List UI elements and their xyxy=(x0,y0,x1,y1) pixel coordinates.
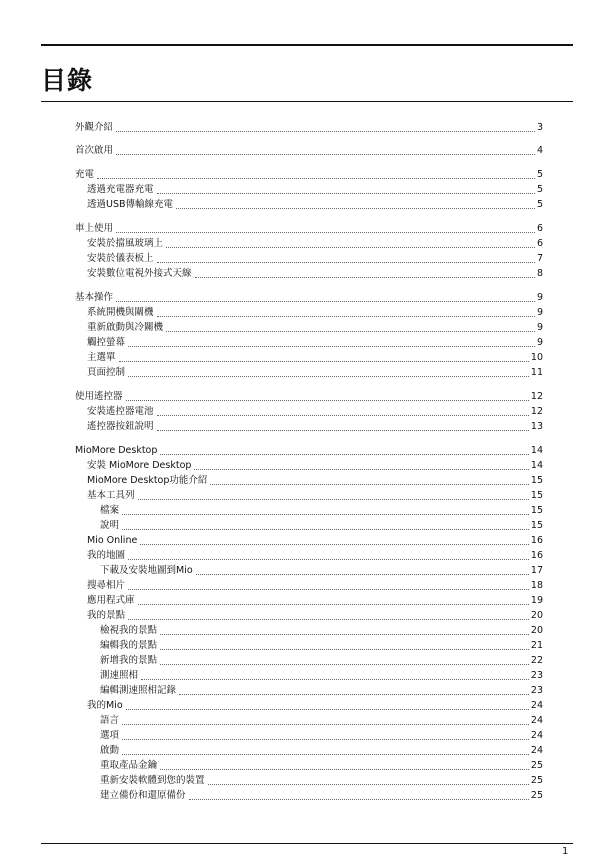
toc-entry-title: 我的Mio xyxy=(87,700,123,711)
toc-dot-leader xyxy=(128,619,529,620)
toc-entry-title: 安裝於擋風玻璃上 xyxy=(87,238,164,249)
toc-entry[interactable] xyxy=(75,321,543,335)
toc-entry[interactable] xyxy=(75,714,543,728)
toc-entry-title: 頁面控制 xyxy=(87,367,126,378)
toc-entry-title: 我的景點 xyxy=(87,610,126,621)
toc-entry-page: 25 xyxy=(530,760,543,771)
toc-entry-page: 5 xyxy=(536,184,543,195)
toc-entry[interactable] xyxy=(75,351,543,365)
toc-entry-page: 7 xyxy=(536,253,543,264)
toc-dot-leader xyxy=(128,589,529,590)
toc-dot-leader xyxy=(116,232,535,233)
toc-entry-title: 重新安裝軟體到您的裝置 xyxy=(100,775,205,786)
toc-dot-leader xyxy=(119,361,529,362)
toc-dot-leader xyxy=(160,634,529,635)
toc-entry-page: 20 xyxy=(530,610,543,621)
toc-entry-title: 車上使用 xyxy=(75,223,114,234)
toc-entry-title: 透過USB傳輸線充電 xyxy=(87,199,174,210)
toc-entry-title: 安裝於儀表板上 xyxy=(87,253,154,264)
toc-entry-title: 基本操作 xyxy=(75,292,114,303)
toc-dot-leader xyxy=(138,604,529,605)
toc-dot-leader xyxy=(128,559,529,560)
title-rule xyxy=(41,101,573,102)
toc-entry[interactable] xyxy=(75,504,543,518)
toc-dot-leader xyxy=(179,694,529,695)
toc-entry[interactable] xyxy=(75,534,543,548)
toc-entry-title: 重取產品金鑰 xyxy=(100,760,158,771)
toc-entry[interactable] xyxy=(75,222,543,236)
toc-dot-leader xyxy=(157,415,529,416)
toc-entry-title: 基本工具列 xyxy=(87,490,135,501)
toc-entry-page: 24 xyxy=(530,745,543,756)
toc-entry[interactable] xyxy=(75,444,543,458)
toc-entry[interactable] xyxy=(75,366,543,380)
toc-entry-page: 13 xyxy=(530,421,543,432)
toc-dot-leader xyxy=(196,574,529,575)
toc-entry-title: 透過充電器充電 xyxy=(87,184,154,195)
toc-entry[interactable] xyxy=(75,624,543,638)
toc-entry-page: 9 xyxy=(536,337,543,348)
toc-entry-title: 觸控螢幕 xyxy=(87,337,126,348)
toc-entry[interactable] xyxy=(75,609,543,623)
toc-dot-leader xyxy=(122,514,529,515)
toc-dot-leader xyxy=(160,649,529,650)
toc-entry[interactable] xyxy=(75,405,543,419)
toc-entry[interactable] xyxy=(75,549,543,563)
toc-entry[interactable] xyxy=(75,168,543,182)
toc-entry[interactable] xyxy=(75,267,543,281)
toc-entry-page: 16 xyxy=(530,550,543,561)
toc-entry-page: 20 xyxy=(530,625,543,636)
toc-dot-leader xyxy=(176,208,535,209)
toc-entry[interactable] xyxy=(75,252,543,266)
toc-entry-page: 14 xyxy=(530,445,543,456)
toc-dot-leader xyxy=(166,247,535,248)
toc-dot-leader xyxy=(160,454,529,455)
toc-dot-leader xyxy=(160,664,529,665)
toc-entry-title: 建立備份和還原備份 xyxy=(100,790,186,801)
toc-entry[interactable] xyxy=(75,789,543,803)
toc-entry-title: 安裝遙控器電池 xyxy=(87,406,154,417)
toc-entry[interactable] xyxy=(75,306,543,320)
top-rule xyxy=(41,44,573,46)
toc-entry-page: 8 xyxy=(536,268,543,279)
toc-entry-page: 5 xyxy=(536,199,543,210)
toc-dot-leader xyxy=(166,331,535,332)
toc-dot-leader xyxy=(157,262,535,263)
toc-entry-title: 測速照相 xyxy=(100,670,139,681)
toc-entry-page: 15 xyxy=(530,490,543,501)
toc-entry-page: 9 xyxy=(536,322,543,333)
toc-entry-page: 15 xyxy=(530,505,543,516)
toc-dot-leader xyxy=(157,430,529,431)
toc-entry-title: 新增我的景點 xyxy=(100,655,158,666)
toc-entry[interactable] xyxy=(75,474,543,488)
toc-entry-title: 下載及安裝地圖到Mio xyxy=(100,565,193,576)
page-title: 目錄 xyxy=(41,66,94,95)
toc-dot-leader xyxy=(141,679,529,680)
toc-entry-page: 21 xyxy=(530,640,543,651)
toc-entry-page: 5 xyxy=(536,169,543,180)
toc-dot-leader xyxy=(157,316,535,317)
toc-entry[interactable] xyxy=(75,729,543,743)
toc-dot-leader xyxy=(194,469,528,470)
toc-entry-page: 9 xyxy=(536,292,543,303)
toc-entry[interactable] xyxy=(75,759,543,773)
toc-entry-title: 應用程式庫 xyxy=(87,595,135,606)
toc-entry-page: 25 xyxy=(530,775,543,786)
toc-entry[interactable] xyxy=(75,390,543,404)
toc-dot-leader xyxy=(97,178,535,179)
toc-entry-page: 19 xyxy=(530,595,543,606)
toc-entry-title: 我的地圖 xyxy=(87,550,126,561)
toc-entry[interactable] xyxy=(75,336,543,350)
toc-entry-title: 重新啟動與冷關機 xyxy=(87,322,164,333)
toc-entry[interactable] xyxy=(75,183,543,197)
toc-entry-page: 3 xyxy=(536,122,543,133)
toc-entry-title: 安裝 MioMore Desktop xyxy=(87,460,192,471)
toc-entry-title: MioMore Desktop功能介紹 xyxy=(87,475,208,486)
toc-entry[interactable] xyxy=(75,121,543,135)
toc-entry-title: 選項 xyxy=(100,730,120,741)
toc-entry-title: MioMore Desktop xyxy=(75,445,158,456)
page-number: 1 xyxy=(562,846,569,857)
toc-dot-leader xyxy=(195,277,535,278)
toc-dot-leader xyxy=(122,754,529,755)
toc-entry-title: 使用遙控器 xyxy=(75,391,123,402)
toc-entry-page: 18 xyxy=(530,580,543,591)
toc-dot-leader xyxy=(138,499,529,500)
toc-entry-page: 16 xyxy=(530,535,543,546)
toc-entry[interactable] xyxy=(75,669,543,683)
toc-entry-page: 4 xyxy=(536,145,543,156)
toc-entry[interactable] xyxy=(75,699,543,713)
toc-entry-page: 11 xyxy=(530,367,543,378)
toc-entry-title: 說明 xyxy=(100,520,120,531)
toc-entry-title: 充電 xyxy=(75,169,95,180)
toc-entry-page: 14 xyxy=(530,460,543,471)
toc-dot-leader xyxy=(208,784,529,785)
toc-entry-page: 12 xyxy=(530,406,543,417)
toc-entry-title: 檔案 xyxy=(100,505,120,516)
toc-entry-page: 25 xyxy=(530,790,543,801)
toc-entry-page: 15 xyxy=(530,520,543,531)
toc-entry-page: 24 xyxy=(530,730,543,741)
toc-entry[interactable] xyxy=(75,489,543,503)
toc-entry-title: 檢視我的景點 xyxy=(100,625,158,636)
toc-dot-leader xyxy=(122,724,529,725)
toc-entry-title: 主選單 xyxy=(87,352,116,363)
toc-dot-leader xyxy=(126,709,529,710)
toc-entry-title: 外觀介紹 xyxy=(75,122,114,133)
toc-dot-leader xyxy=(210,484,529,485)
toc-entry[interactable] xyxy=(75,144,543,158)
toc-entry-title: 啟動 xyxy=(100,745,120,756)
toc-entry[interactable] xyxy=(75,639,543,653)
toc-dot-leader xyxy=(122,739,529,740)
toc-entry[interactable] xyxy=(75,459,543,473)
toc-entry[interactable] xyxy=(75,237,543,251)
toc-entry-title: 編輯測速照相記錄 xyxy=(100,685,177,696)
toc-entry[interactable] xyxy=(75,774,543,788)
toc-entry-page: 6 xyxy=(536,223,543,234)
toc-entry-page: 15 xyxy=(530,475,543,486)
toc-dot-leader xyxy=(128,376,529,377)
toc-entry-page: 24 xyxy=(530,715,543,726)
toc-entry-title: 編輯我的景點 xyxy=(100,640,158,651)
toc-entry-title: 搜尋相片 xyxy=(87,580,126,591)
toc-dot-leader xyxy=(140,544,529,545)
toc-entry[interactable] xyxy=(75,744,543,758)
toc-dot-leader xyxy=(122,529,529,530)
toc-entry-page: 22 xyxy=(530,655,543,666)
toc-entry[interactable] xyxy=(75,291,543,305)
toc-dot-leader xyxy=(160,769,529,770)
bottom-rule xyxy=(41,843,573,844)
toc-entry-title: 系統開機與關機 xyxy=(87,307,154,318)
toc-dot-leader xyxy=(128,346,535,347)
toc-entry[interactable] xyxy=(75,564,543,578)
toc-entry[interactable] xyxy=(75,198,543,212)
toc-entry[interactable] xyxy=(75,654,543,668)
toc-entry-page: 12 xyxy=(530,391,543,402)
toc-entry-page: 10 xyxy=(530,352,543,363)
toc-entry[interactable] xyxy=(75,519,543,533)
toc-dot-leader xyxy=(116,154,535,155)
toc-entry-page: 17 xyxy=(530,565,543,576)
toc-entry-page: 24 xyxy=(530,700,543,711)
toc-entry[interactable] xyxy=(75,594,543,608)
toc-entry[interactable] xyxy=(75,420,543,434)
toc-dot-leader xyxy=(157,193,535,194)
toc-entry-title: 遙控器按鈕說明 xyxy=(87,421,154,432)
toc-entry-page: 9 xyxy=(536,307,543,318)
toc-dot-leader xyxy=(116,301,535,302)
toc-entry-title: 語言 xyxy=(100,715,120,726)
toc-dot-leader xyxy=(126,400,529,401)
toc-entry[interactable] xyxy=(75,684,543,698)
toc-dot-leader xyxy=(116,131,535,132)
toc-entry-page: 23 xyxy=(530,670,543,681)
toc-entry-title: 首次啟用 xyxy=(75,145,114,156)
toc-entry-page: 23 xyxy=(530,685,543,696)
toc-dot-leader xyxy=(189,799,529,800)
toc-entry-title: Mio Online xyxy=(87,535,138,546)
toc-entry-page: 6 xyxy=(536,238,543,249)
toc-entry-title: 安裝數位電視外接式天線 xyxy=(87,268,192,279)
toc-entry[interactable] xyxy=(75,579,543,593)
